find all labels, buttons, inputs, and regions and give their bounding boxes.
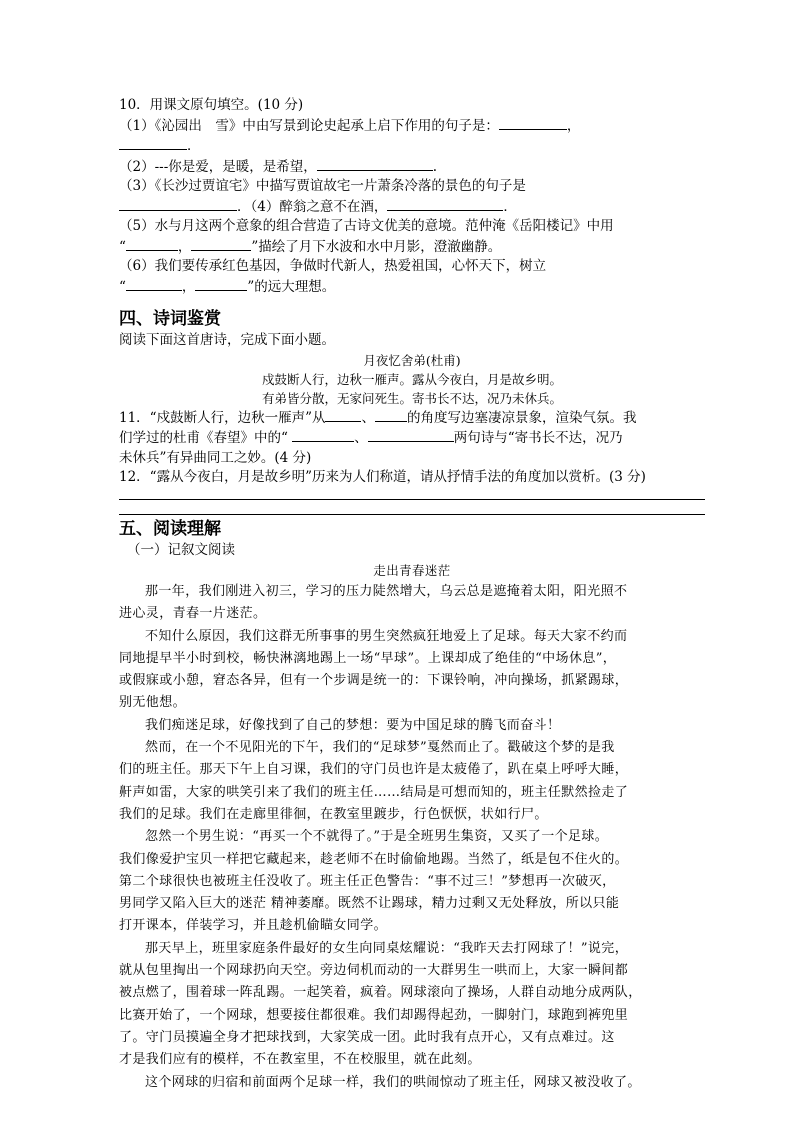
q10-line-7 [119,237,705,258]
section-5-heading: 五、阅读理解 [119,518,221,539]
q10-title: 10．用课文原句填空。(10 分) [119,97,304,113]
story-line: 我们痴迷足球，好像找到了自己的梦想：要为中国足球的腾飞而奋斗！ [145,717,561,733]
answer-blank[interactable] [325,408,361,422]
answer-blank[interactable] [119,197,181,211]
story-line: 那一年，我们刚进入初三，学习的压力陡然增大，乌云总是遮掩着太阳，阳光照不 [145,584,628,599]
q10-text: ， [566,117,581,134]
q10-text: ”的远大理想。 [247,278,336,295]
story-line: 忽然一个男生说：“再买一个不就得了。”于是全班男生集资，又买了一个足球。 [145,829,609,845]
q11-text: 、 [361,409,375,426]
answer-blank[interactable] [126,237,178,251]
story-line: 进心灵，青春一片迷茫。 [119,606,267,622]
q10-line-5 [119,197,705,218]
story-line: 不知什么原因，我们这群无所事事的男生突然疯狂地爱上了足球。每天大家不约而 [145,628,628,644]
answer-blank[interactable] [317,157,433,171]
answer-blank[interactable] [292,428,354,442]
section-5-subheading: （一）记叙文阅读 [127,541,235,558]
q11-text: 两句诗与“寄书长不达，况乃 [453,430,623,446]
story-line: 或假寐或小憩，窘态各异，但有一个步调是统一的：下课铃响，冲向操场，抓紧踢球， [119,673,629,689]
story-line: 才是我们应有的模样，不在教室里，不在校服里，就在此刻。 [119,1052,481,1068]
q10-line-9 [119,277,705,298]
story-line: 我们的足球。我们在走廊里徘徊，在教室里踱步，行色恹恹，状如行尸。 [119,806,548,822]
story-line: 比赛开始了，一个网球，想要接住都很难。我们却踢得起劲，一脚射门，球跑到裤兜里 [119,1007,629,1023]
story-body [119,581,705,1094]
answer-blank[interactable] [181,197,237,211]
q10-text: “ [119,238,126,255]
q11-text: 、 [354,430,368,446]
story-line: 打开课本，佯装学习，并且趁机偷瞄女同学。 [119,918,388,934]
answer-line[interactable] [119,514,705,515]
q10-line-3 [119,157,705,178]
story-line: 这个网球的归宿和前面两个足球一样，我们的哄闹惊动了班主任，网球又被没收了。 [145,1074,641,1090]
q10-text: ， [181,278,196,295]
q11-text: 们学过的杜甫《春望》中的“ [119,430,293,446]
q10-text: . [432,158,438,175]
story-title: 走出青春迷茫 [373,563,451,578]
section-4-heading: 四、诗词鉴赏 [119,309,221,329]
q10-text: ． [503,198,517,215]
poem-title: 月夜忆舍弟(杜甫) [363,352,461,368]
story-line: 别无他想。 [119,695,187,711]
answer-blank[interactable] [375,408,407,422]
q11-line-2 [119,428,705,449]
q10-text: （2）---你是爱，是暖，是希望， [119,158,317,175]
q10-text: ， [177,238,192,255]
q10-line-8: （6）我们要传承红色基因，争做时代新人，热爱祖国，心怀天下，树立 [119,258,547,274]
story-line: 被点燃了，围着球一阵乱踢。一起笑着，疯着。网球滚向了操场，人群自动地分成两队， [119,985,642,1001]
answer-blank[interactable] [195,277,247,291]
story-line: 了。守门员摸遍全身才把球找到，大家笑成一团。此时我有点开心，又有点难过。这 [119,1029,615,1045]
answer-blank[interactable] [499,116,567,130]
answer-blank[interactable] [191,237,251,251]
q11-line-3: 未休兵”有异曲同工之妙。(4 分) [119,449,312,466]
q10-line-4: （3）《长沙过贾谊宅》中描写贾谊故宅一片萧条冷落的景色的句子是 [119,178,526,194]
story-line: 同地提早半小时到校，畅快淋漓地踢上一场“早球”。上课却成了绝佳的“中场休息”， [119,650,617,666]
q10-line-1 [119,116,705,137]
story-line: 我们像爱护宝贝一样把它藏起来，趁老师不在时偷偷地踢。当然了，纸是包不住火的。 [119,851,629,867]
story-line: 男同学又陷入巨大的迷茫 精神萎靡。既然不让踢球，精力过剩又无处释放，所以只能 [119,896,620,912]
story-line: 那天早上，班里家庭条件最好的女生向同桌炫耀说：“我昨天去打网球了！”说完， [145,940,629,956]
q10-text: ”描绘了月下水波和水中月影，澄澈幽静。 [251,238,502,255]
story-line: 们的班主任。那天下午上自习课，我们的守门员也许是太疲倦了，趴在桌上呼呼大睡， [119,762,629,778]
q12-line: 12．“露从今夜白，月是故乡明”历来为人们称道，请从抒情手法的角度加以赏析。(3 分) [119,469,646,485]
answer-blank[interactable] [387,197,503,211]
answer-blank[interactable] [119,136,187,150]
exam-page [119,96,705,1094]
q11-text: 11．“戍鼓断人行，边秋一雁声”从 [119,409,326,426]
q10-text: ． [187,138,201,154]
q10-line-2 [119,136,705,157]
q10-text: “ [119,278,126,295]
answer-blank[interactable] [368,428,454,442]
answer-blank[interactable] [126,277,182,291]
story-line: 然而，在一个不见阳光的下午，我们的“足球梦”戛然而止了。戳破这个梦的是我 [145,740,615,756]
q10-text: （1）《沁园出 雪》中由写景到论史起承上启下作用的句子是： [119,117,499,134]
story-line: 鼾声如雷，大家的哄笑引来了我们的班主任……结局是可想而知的，班主任默然捡走了 [119,784,629,800]
section-4-intro: 阅读下面这首唐诗，完成下面小题。 [119,332,335,348]
q11-line-1 [119,408,705,429]
q10-text: ．（4）醉翁之意不在酒， [237,198,388,215]
story-line: 就从包里掏出一个网球扔向天空。旁边伺机而动的一大群男生一哄而上，大家一瞬间都 [119,963,629,979]
poem-line-1: 戍鼓断人行，边秋一雁声。露从今夜白，月是故乡明。 [261,371,562,387]
story-line: 第二个球很快也被班主任没收了。班主任正色警告：“事不过三！”梦想再一次破灭， [119,873,616,889]
poem-line-2: 有弟皆分散，无家问死生。寄书长不达，况乃未休兵。 [261,390,562,406]
q11-text: 的角度写边塞凄凉景象，渲染气氛。我 [406,409,637,426]
q10-line-6: （5）水与月这两个意象的组合营造了古诗文优美的意境。范仲淹《岳阳楼记》中用 [119,218,614,234]
